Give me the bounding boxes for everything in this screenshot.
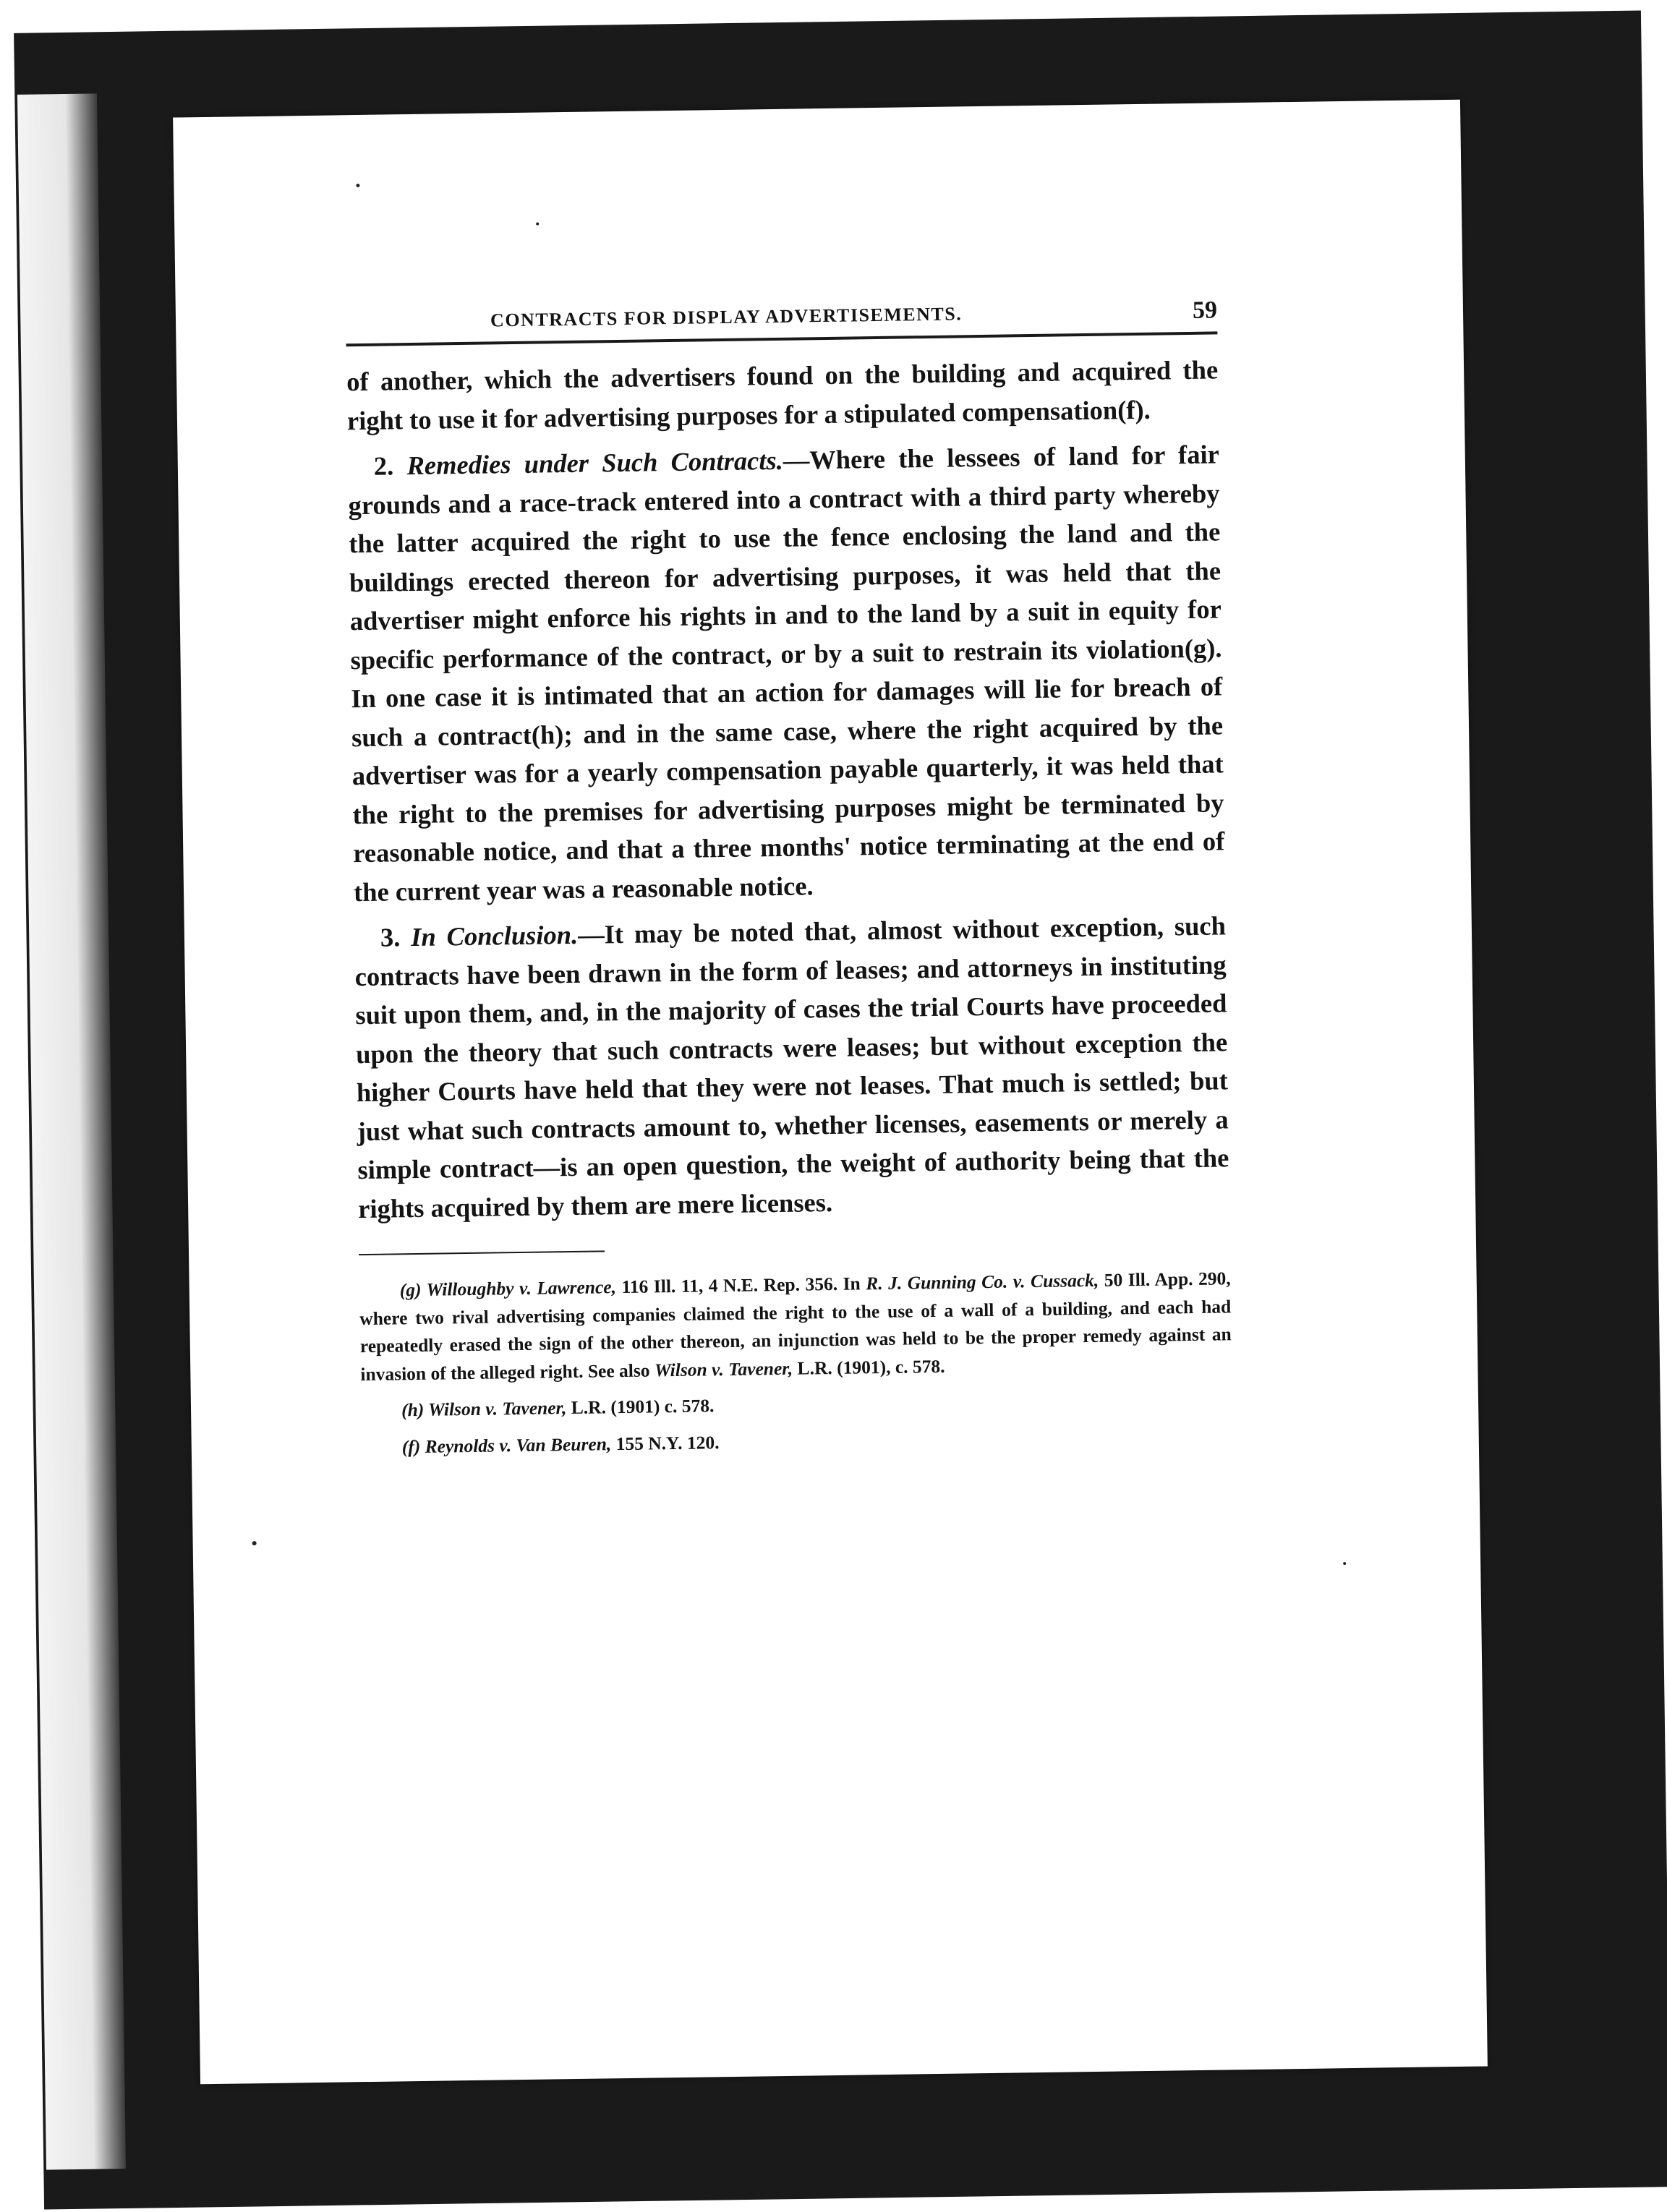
case-citation: Wilson v. Tavener,: [427, 1397, 567, 1420]
page-number: 59: [1192, 296, 1218, 324]
footnote-f: [362, 1422, 1233, 1461]
footnote-divider: [359, 1250, 605, 1255]
footnote-text: L.R. (1901) c. 578.: [566, 1395, 715, 1419]
paragraph-conclusion: [354, 906, 1230, 1228]
scan-speck: [536, 223, 539, 226]
footnote-g: [359, 1265, 1232, 1388]
scan-speck: [1343, 1562, 1346, 1565]
scan-speck: [356, 184, 359, 187]
footnote-text: 155 N.Y. 120.: [611, 1431, 720, 1454]
paragraph-continuation: of another, which the advertisers found on the building and acquired the right to use it for advertising purposes for a stipulated compensation(f).: [346, 354, 1219, 435]
case-citation: Wilson v. Tavener,: [654, 1357, 793, 1380]
section-number: 3.: [380, 922, 412, 952]
running-title: CONTRACTS FOR DISPLAY ADVERTISEMENTS.: [490, 303, 963, 331]
footnote-mark: (h): [401, 1398, 429, 1421]
case-citation: R. J. Gunning Co. v. Cussack,: [866, 1269, 1099, 1294]
case-citation: Reynolds v. Van Beuren,: [425, 1432, 612, 1457]
footnote-text: 50 Ill. App. 290, where two rival advertising companies claimed the right to the use of a wall of a building, and each had repeatedly erased the sign of the other thereon, an injunction was held to be the proper remedy against an invasion of the alleged right. See also: [359, 1268, 1232, 1385]
paragraph-text: —Where the lessees of land for fair grounds and a race-track entered into a contract with a third party whereby the latter acquired the right to use the fence enclosing the land and the buildings erected thereon for advertising purposes, it was held that the advertiser might enforce his rights in and to the land by a suit in equity for specific performance of the contract, or by a suit to restrain its violation(g). In one case it is intimated that an action for damages will lie for breach of such a contract(h); and in the same case, where the right acquired by the advertiser was for a yearly compensation payable quarterly, it was held that the right to the premises for advertising purposes might be terminated by reasonable notice, and that a three months' notice terminating at the end of the current year was a reasonable notice.: [348, 439, 1225, 907]
paragraph-text: —It may be noted that, almost without exception, such contracts have been drawn in the form of leases; and attorneys in instituting suit upon them, and, in the majority of cases the trial Courts have proceeded upon the theory that such contracts were leases; but without exception the higher Courts have held that they were not leases. That much is settled; but just what such contracts amount to, whether licenses, easements or merely a simple contract—is an open question, the weight of authority being that the rights acquired by them are mere licenses.: [354, 910, 1229, 1224]
footnotes: [359, 1265, 1233, 1461]
scan-speck: [252, 1541, 257, 1545]
page-content: [346, 296, 1233, 1470]
body-text: [346, 350, 1230, 1228]
book-page: [173, 100, 1488, 2085]
case-citation: Willoughby v. Lawrence,: [426, 1276, 617, 1300]
footnote-mark: (g): [399, 1278, 427, 1301]
running-head: [346, 296, 1218, 346]
footnote-h: [361, 1385, 1232, 1425]
section-heading-conclusion: In Conclusion.: [410, 919, 579, 952]
paragraph-remedies: [347, 435, 1225, 911]
footnote-mark: (f): [401, 1435, 425, 1457]
section-number: 2.: [373, 450, 407, 481]
footnote-text: L.R. (1901), c. 578.: [792, 1355, 945, 1379]
footnote-text: 116 Ill. 11, 4 N.E. Rep. 356. In: [615, 1273, 866, 1298]
section-heading-remedies: Remedies under Such Contracts.: [406, 445, 784, 481]
